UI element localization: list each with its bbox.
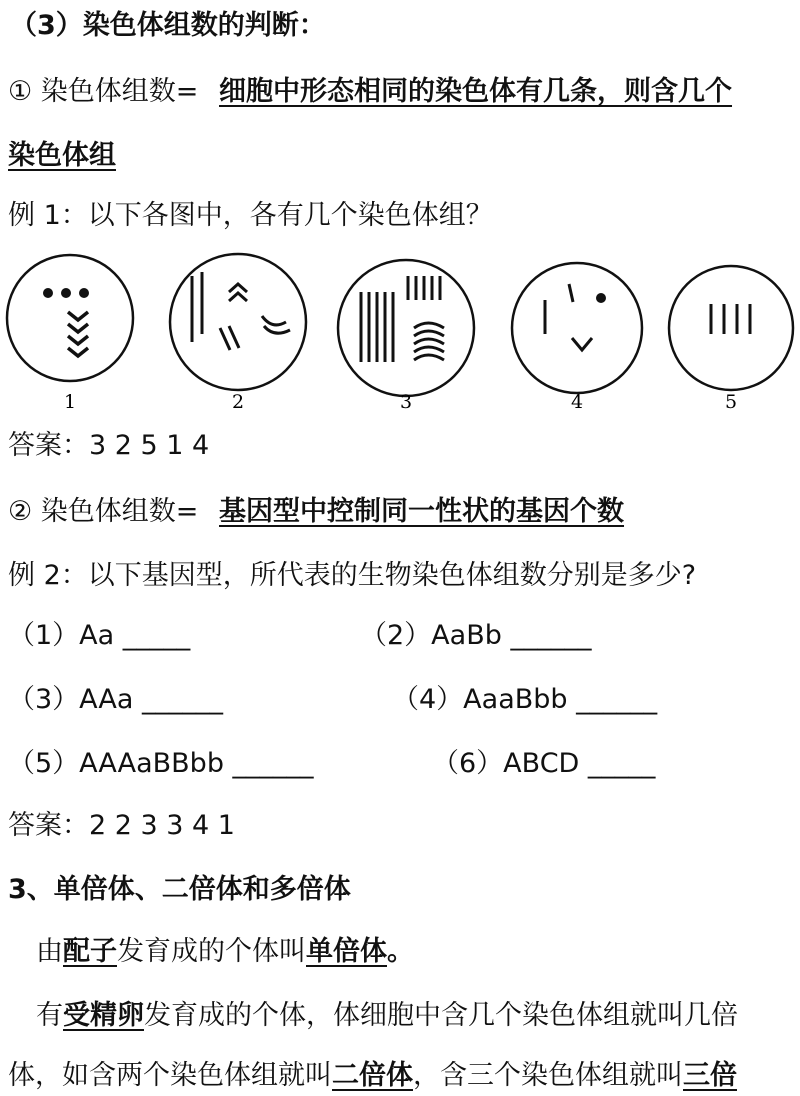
figure-label-3: 3: [399, 391, 413, 413]
p1-mid: 发育成的个体叫: [117, 936, 306, 967]
rule-2-bold-text: 基因型中控制同一性状的基因个数: [219, 496, 625, 527]
figure-1: [7, 255, 133, 381]
chromosome-figures: [0, 250, 800, 415]
figure-3: [338, 260, 474, 396]
figure-label-5: 5: [724, 391, 738, 413]
rule-1: [8, 74, 732, 110]
rule-1-bold-continued: 染色体组: [8, 140, 116, 171]
paragraph-polyploid-1: [36, 998, 738, 1034]
genotype-item-3: （3）AAa ______: [8, 684, 223, 715]
genotype-item-1: （1）Aa _____: [8, 620, 191, 651]
example-2-answer: 答案：2 2 3 3 4 1: [8, 810, 235, 841]
p3-pre: 体，如含两个染色体组就叫: [8, 1060, 332, 1091]
example-1-answer: 答案：3 2 5 1 4: [8, 430, 210, 461]
genotype-item-2: （2）AaBb ______: [360, 620, 592, 651]
rule-1-prefix: ① 染色体组数=: [8, 76, 199, 107]
section-3-title: 3、单倍体、二倍体和多倍体: [8, 874, 351, 905]
p1-pre: 由: [36, 936, 63, 967]
paragraph-polyploid-2: [8, 1058, 737, 1094]
keyword-haploid: 单倍体: [306, 936, 387, 967]
genotype-item-5: （5）AAAaBBbb ______: [8, 748, 314, 779]
figure-label-4: 4: [570, 391, 584, 413]
figure-2: [170, 254, 306, 390]
genotype-item-4: （4）AaaBbb ______: [392, 684, 658, 715]
figure-5: [669, 266, 793, 390]
figure-label-2: 2: [231, 391, 245, 413]
keyword-gamete: 配子: [63, 936, 117, 967]
example-2-question: 例 2：以下基因型，所代表的生物染色体组数分别是多少?: [8, 560, 697, 591]
figure-label-1: 1: [63, 391, 77, 413]
genotype-item-6: （6）ABCD _____: [432, 748, 656, 779]
p2-pre: 有: [36, 1000, 63, 1031]
paragraph-haploid: [36, 934, 414, 970]
p1-end: 。: [387, 936, 414, 967]
rule-2: [8, 494, 624, 530]
example-1-question: 例 1：以下各图中，各有几个染色体组？: [8, 200, 493, 231]
rule-1-bold-text: 细胞中形态相同的染色体有几条，则含几个: [219, 76, 733, 107]
figure-4: [512, 263, 642, 393]
keyword-triploid: 三倍: [683, 1060, 737, 1091]
rule-2-prefix: ② 染色体组数=: [8, 496, 199, 527]
keyword-diploid: 二倍体: [332, 1060, 413, 1091]
p2-mid: 发育成的个体，体细胞中含几个染色体组就叫几倍: [144, 1000, 738, 1031]
section-heading-3: （3）染色体组数的判断：: [10, 10, 326, 41]
keyword-zygote: 受精卵: [63, 1000, 144, 1031]
p3-mid: ，含三个染色体组就叫: [413, 1060, 683, 1091]
chromosome-figures-svg: [0, 250, 800, 415]
